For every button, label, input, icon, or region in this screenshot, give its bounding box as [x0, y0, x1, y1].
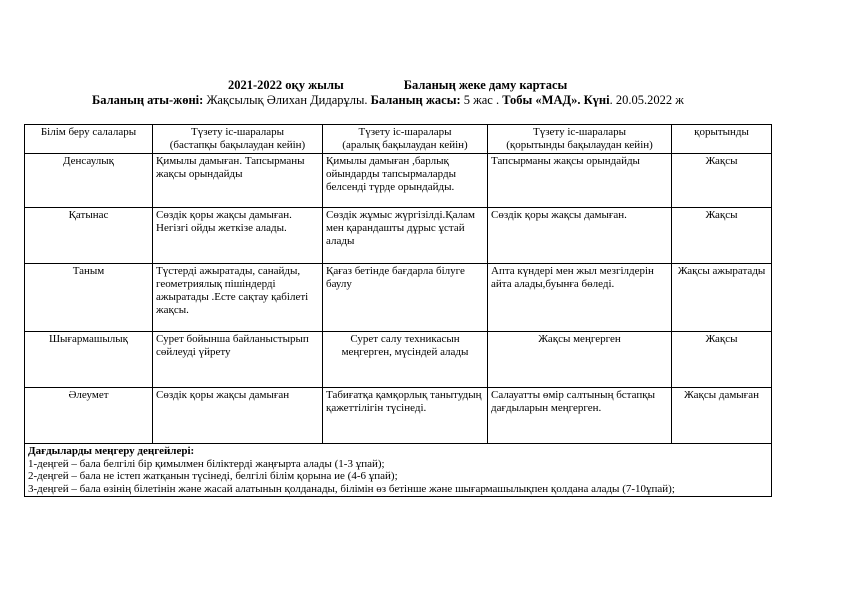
initial-cell: Қимылы дамыған. Тапсырманы жақсы орындайды: [153, 154, 323, 208]
name-label: Баланың аты-жөні:: [92, 93, 204, 107]
column-header-mid: Түзету іс-шаралары (аралық бақылаудан кейін): [323, 125, 488, 154]
age-value: 5 жас .: [460, 93, 500, 107]
levels-row: [25, 444, 772, 497]
mid-cell: Қимылы дамыған ,барлық ойындарды тапсырмаларды белсенді түрде орындайды.: [323, 154, 488, 208]
table-row: [25, 208, 772, 264]
card-title: Баланың жеке даму картасы: [403, 78, 568, 92]
date-value: . 20.05.2022 ж: [609, 93, 684, 107]
level-item: 2-деңгей – бала не істеп жатқанын түсінеді, белгілі білім қорына ие (4-6 ұпай);: [28, 470, 398, 482]
mid-cell: Сөздік жұмыс жүргізілді.Қалам мен қарандашты дұрыс ұстай алады: [323, 208, 488, 264]
result-cell: Жақсы ажыратады: [672, 264, 772, 332]
levels-cell: [25, 444, 772, 497]
age-label: Баланың жасы:: [370, 93, 461, 107]
final-cell: Сөздік қоры жақсы дамыған.: [488, 208, 672, 264]
table-row: [25, 332, 772, 388]
initial-cell: Сөздік қоры жақсы дамыған: [153, 388, 323, 444]
final-cell: Жақсы меңгерген: [488, 332, 672, 388]
area-cell: Қатынас: [25, 208, 153, 264]
initial-cell: Түстерді ажыратады, санайды, геометриялық пішіндерді ажыратады .Есте сақтау қабілеті жақсы.: [153, 264, 323, 332]
column-header-area: Білім беру салалары: [25, 125, 153, 154]
column-header-result: қорытынды: [672, 125, 772, 154]
area-cell: Әлеумет: [25, 388, 153, 444]
initial-cell: Сурет бойынша байланыстырып сөйлеуді үйрету: [153, 332, 323, 388]
table-row: [25, 154, 772, 208]
academic-year: 2021-2022 оқу жылы: [228, 78, 344, 92]
final-cell: Апта күндері мен жыл мезгілдерін айта алады,буынға бөледі.: [488, 264, 672, 332]
column-header-initial: Түзету іс-шаралары (бастапқы бақылаудан кейін): [153, 125, 323, 154]
area-cell: Шығармашылық: [25, 332, 153, 388]
table-row: [25, 388, 772, 444]
level-item: 1-деңгей – бала белгілі бір қимылмен біліктерді жаңғырта алады (1-3 ұпай);: [28, 457, 385, 470]
name-value: Жақсылық Әлихан Дидарұлы.: [203, 93, 368, 107]
initial-cell: Сөздік қоры жақсы дамыған. Негізгі ойды жеткізе алады.: [153, 208, 323, 264]
table-header-row: [25, 125, 772, 154]
mid-cell: Қағаз бетінде бағдарла білуге баулу: [323, 264, 488, 332]
area-cell: Денсаулық: [25, 154, 153, 208]
result-cell: Жақсы дамыған: [672, 388, 772, 444]
mid-cell: Сурет салу техникасын меңгерген, мүсіндей алады: [323, 332, 488, 388]
final-cell: Салауатты өмір салтының бстапқы дағдыларын меңгерген.: [488, 388, 672, 444]
result-cell: Жақсы: [672, 208, 772, 264]
levels-heading: Дағдыларды меңгеру деңгейлері:: [28, 445, 195, 457]
result-cell: Жақсы: [672, 332, 772, 388]
header-line-1: [228, 78, 567, 92]
result-cell: Жақсы: [672, 154, 772, 208]
table-row: [25, 264, 772, 332]
area-cell: Таным: [25, 264, 153, 332]
column-header-final: Түзету іс-шаралары (қорытынды бақылаудан кейін): [488, 125, 672, 154]
group-label: Тобы «МАД». Күні: [502, 93, 610, 107]
level-item: 3-деңгей – бала өзінің білетінін және жасай алатынын қолданады, білімін өз бетінше және шығармашылықпен қолдана алады (7-10ұпай);: [28, 482, 675, 495]
mid-cell: Табиғатқа қамқорлық танытудың қажеттілігін түсінеді.: [323, 388, 488, 444]
final-cell: Тапсырманы жақсы орындайды: [488, 154, 672, 208]
header-line-2: [92, 93, 684, 107]
development-card-table: [24, 124, 772, 497]
